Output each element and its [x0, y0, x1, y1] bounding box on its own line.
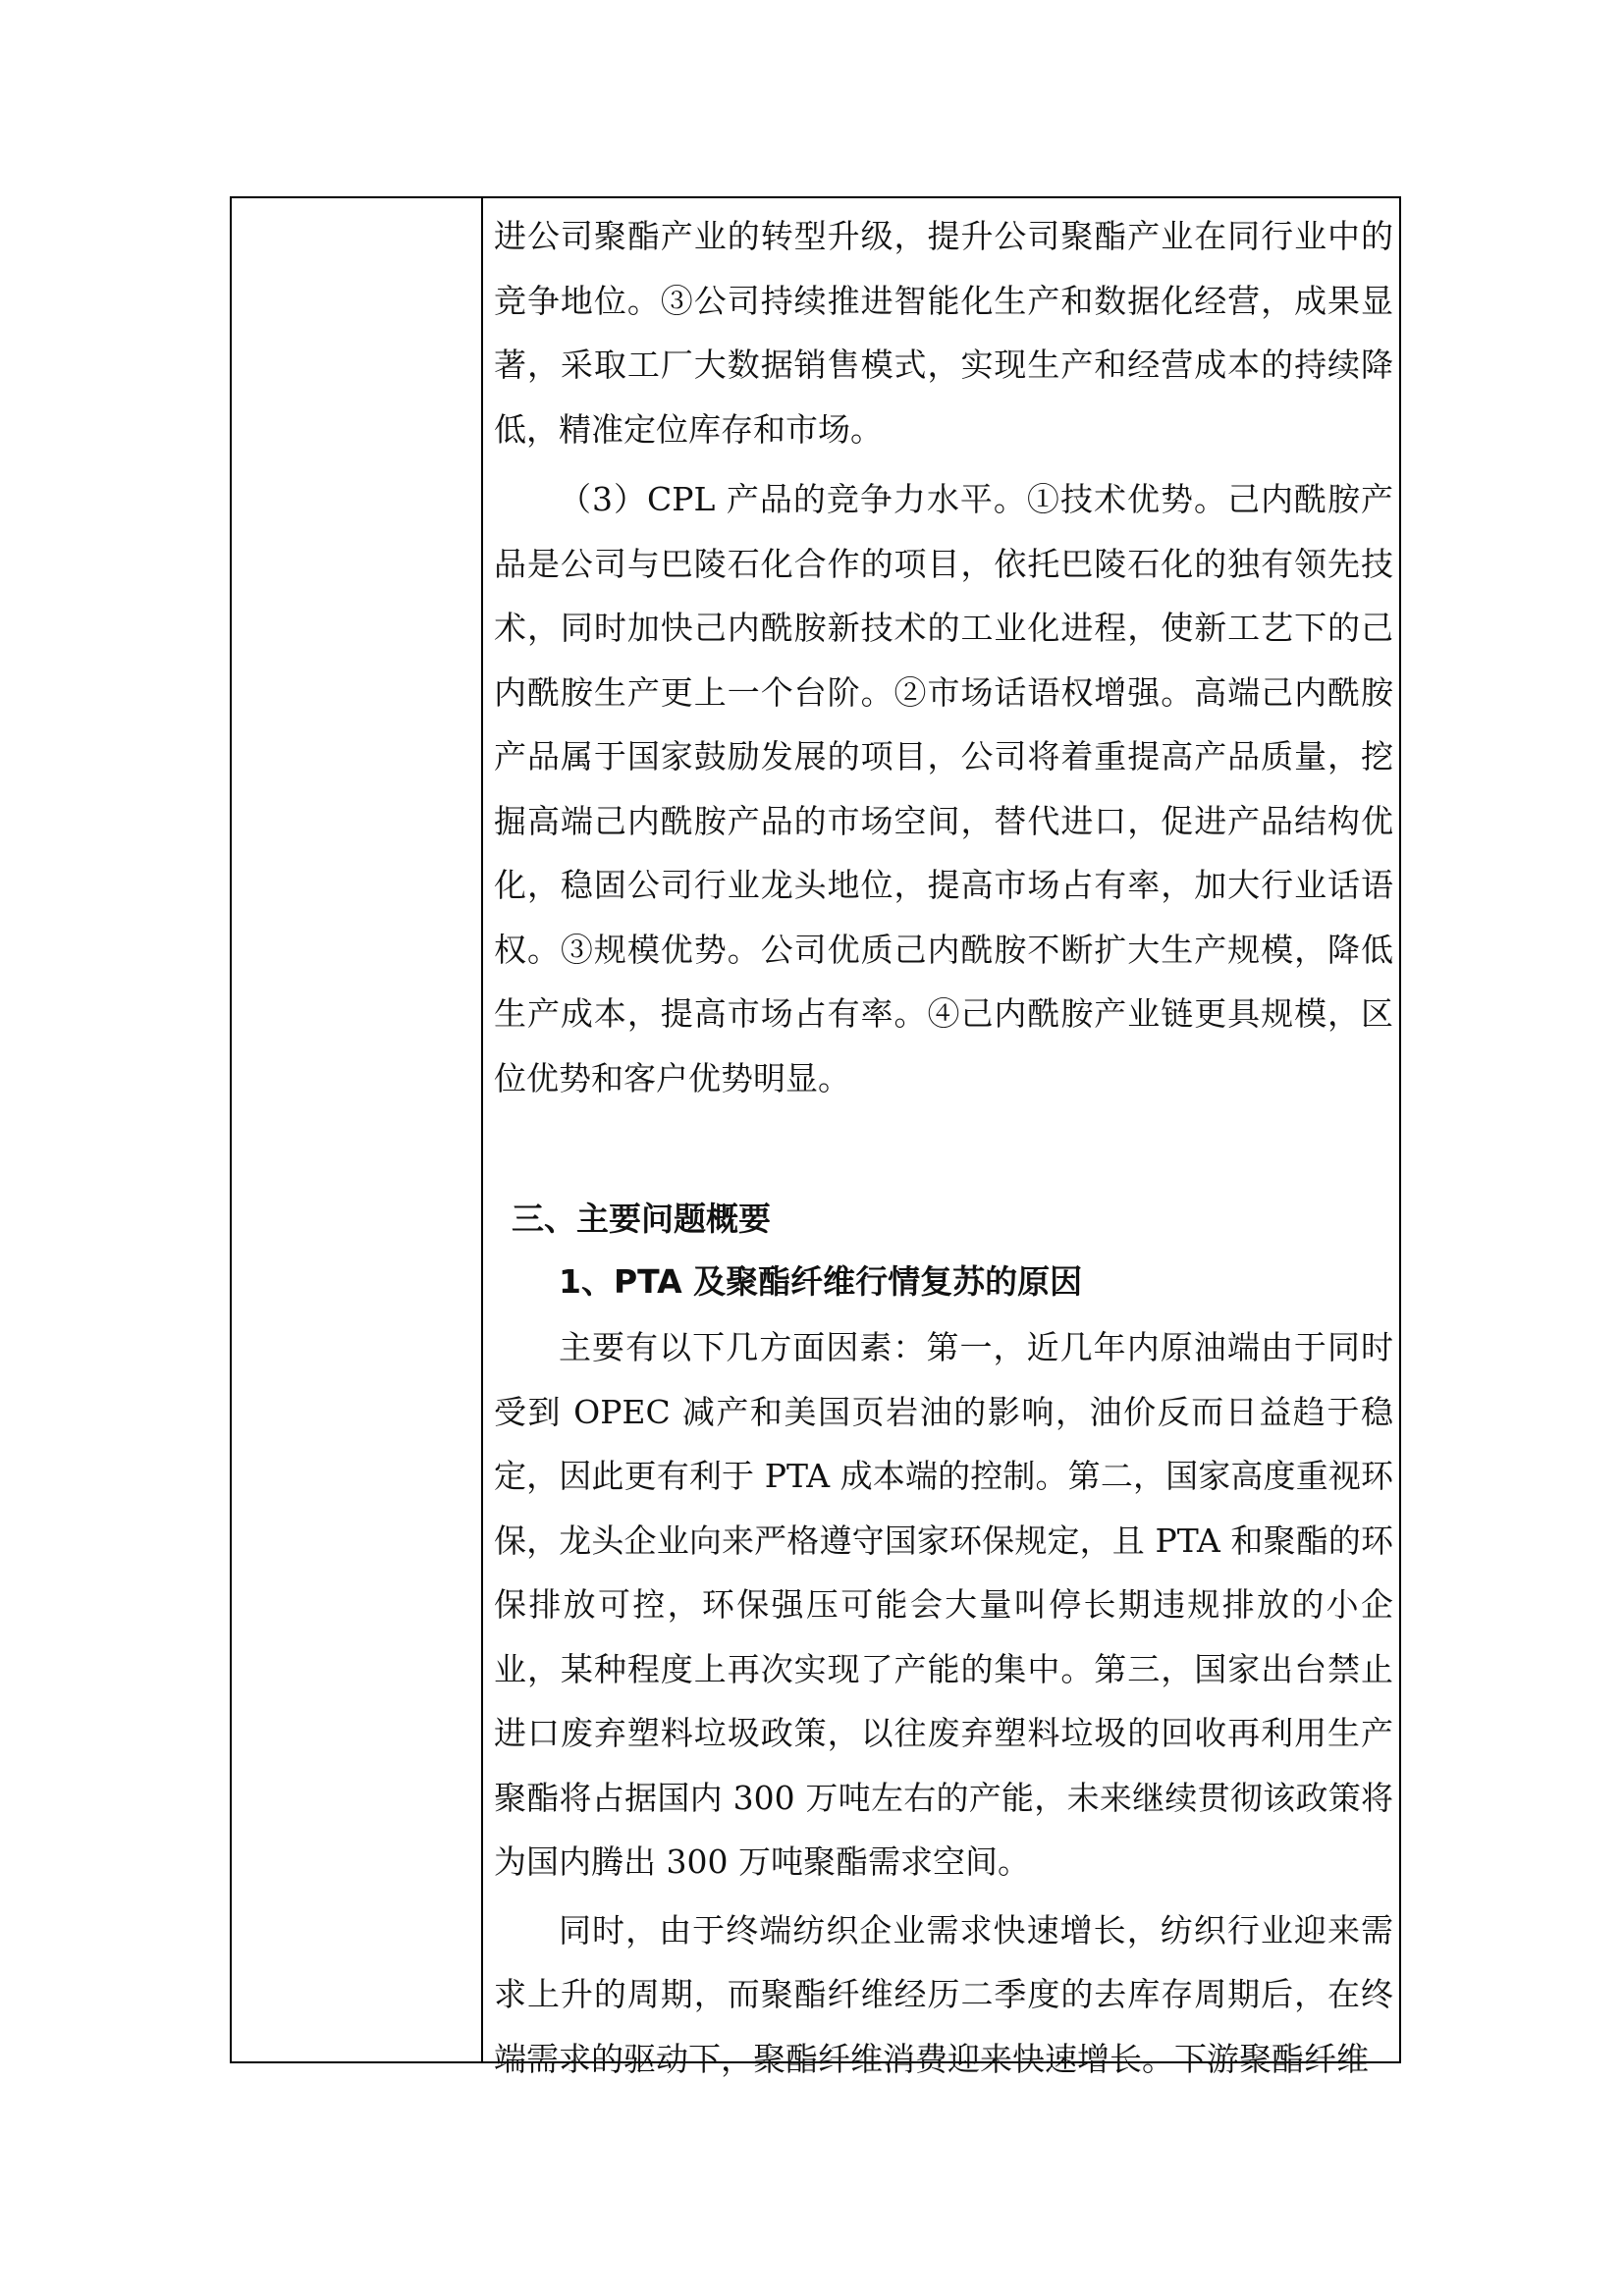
table-content-cell [494, 198, 1393, 2091]
info-table [230, 196, 1401, 2078]
paragraph-cpl-competitiveness: （3）CPL 产品的竞争力水平。①技术优势。己内酰胺产品是公司与巴陵石化合作的项目，依托巴陵石化的独有领先技术，同时加快己内酰胺新技术的工业化进程，使新工艺下的己内酰胺生产更上一个台阶。②市场话语权增强。高端己内酰胺产品属于国家鼓励发展的项目，公司将着重提高产品质量，挖掘高端己内酰胺产品的市场空间，替代进口，促进产品结构优化，稳固公司行业龙头地位，提高市场占有率，加大行业话语权。③规模优势。公司优质己内酰胺不断扩大生产规模，降低生产成本，提高市场占有率。④己内酰胺产业链更具规模，区位优势和客户优势明显。 [494, 480, 1393, 1097]
paragraph-demand-growth: 同时，由于终端纺织企业需求快速增长，纺织行业迎来需求上升的周期，而聚酯纤维经历二季度的去库存周期后，在终端需求的驱动下，聚酯纤维消费迎来快速增长。下游聚酯纤维 [494, 1910, 1393, 2078]
paragraph-polyester-upgrade: 进公司聚酯产业的转型升级，提升公司聚酯产业在同行业中的竞争地位。③公司持续推进智能化生产和数据化经营，成果显著，采取工厂大数据销售模式，实现生产和经营成本的持续降低，精准定位库存和市场。 [494, 217, 1393, 449]
table-label-column [232, 198, 483, 2061]
section-title: 三、主要问题概要 [512, 1200, 771, 1238]
paragraph-recovery-factors: 主要有以下几方面因素：第一，近几年内原油端由于同时受到 OPEC 减产和美国页岩油的影响，油价反而日益趋于稳定，因此更有利于 PTA 成本端的控制。第二，国家高度重视环保，龙头企业向来严格遵守国家环保规定，且 PTA 和聚酯的环保排放可控，环保强压可能会大量叫停长期违规排放的小企业，某种程度上再次实现了产能的集中。第三，国家出台禁止进口废弃塑料垃圾政策，以往废弃塑料垃圾的回收再利用生产聚酯将占据国内 300 万吨左右的产能，未来继续贯彻该政策将为国内腾出 300 万吨聚酯需求空间。 [494, 1328, 1393, 1881]
subsection-title: 1、PTA 及聚酯纤维行情复苏的原因 [559, 1262, 1083, 1301]
